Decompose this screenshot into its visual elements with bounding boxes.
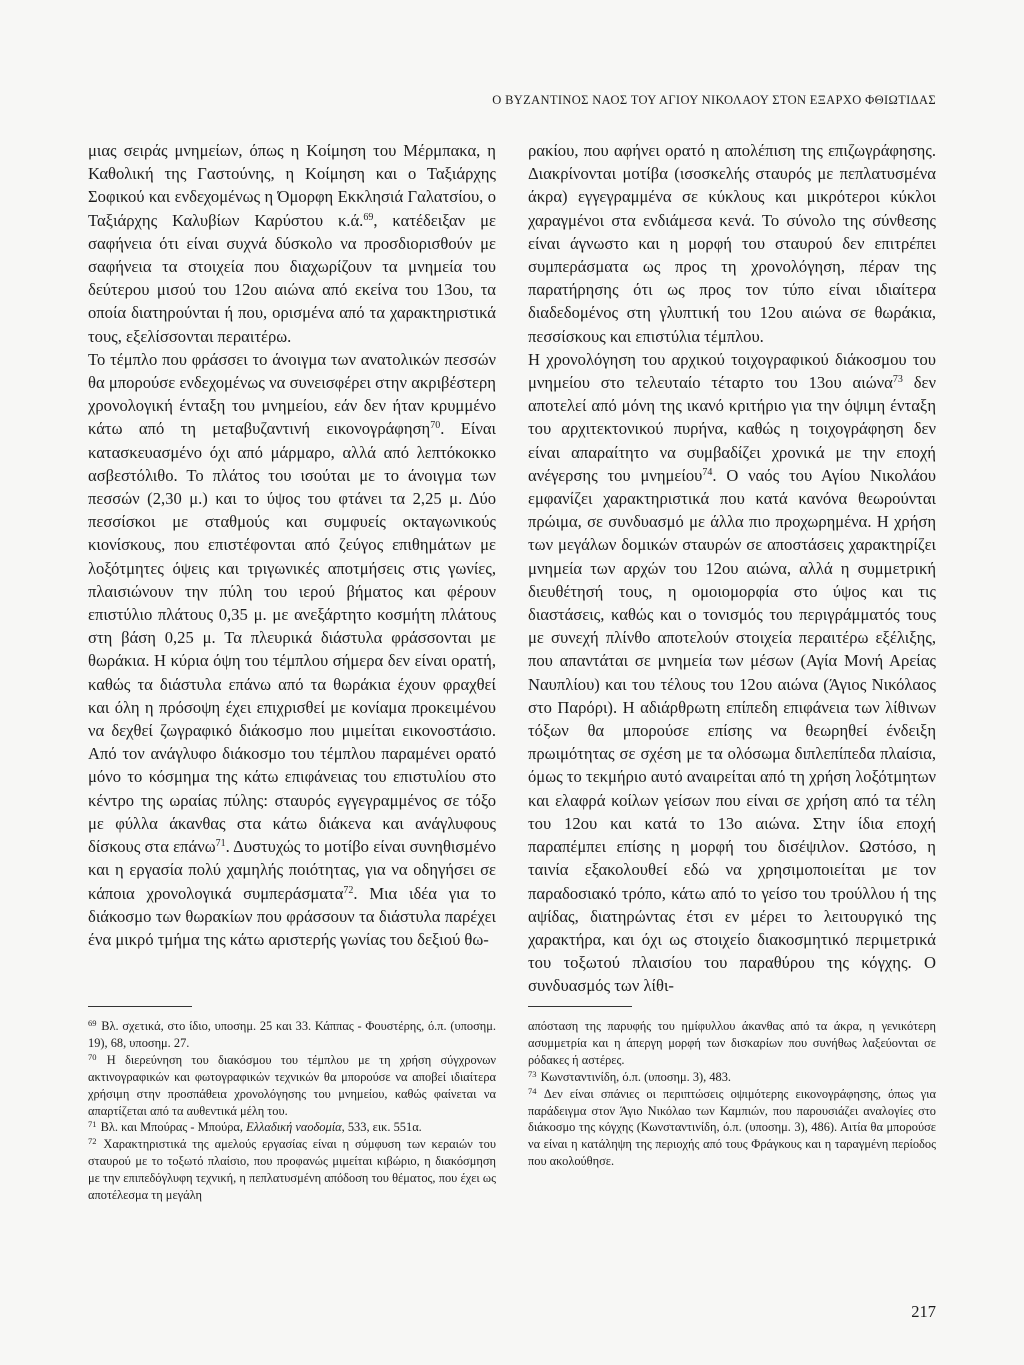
- footnote-ref-74[interactable]: 74: [702, 466, 713, 478]
- footnote-ref-71[interactable]: 71: [215, 838, 226, 850]
- footnote-ref-73[interactable]: 73: [892, 374, 903, 386]
- paragraph: Η χρονολόγηση του αρχικού τοιχογραφικού διάκοσμου του μνημείου στο τελευταίο τέταρτο του 13ου αιώνα$^{73}$ δεν αποτελεί από μόνη της ικανό κριτήριο για την όψιμη ένταξη του αρχιτεκτονικού πυρήνα, καθώς η τοιχογράφηση δεν είναι απαραίτητο να συμβαδίζει χρονικά με την εποχή ανέγερσης του μνημείου$^{74}$. Ο ναός του Αγίου Νικολάου εμφανίζει χαρακτηριστικά που κατά κανόνα θεωρούνται πρώιμα, σε συνδυασμό με άλλα πιο προχωρημένα. Η χρήση των μεγάλων δομικών σταυρών σε αποστάσεις χαρακτηρίζει μνημεία των αρχών του 12ου αιώνα, αλλά η συμμετρική διευθέτησή τους, η ομοιομορφία στο ύψος και τις διαστάσεις, καθώς και ο τονισμός του περιγράμματός τους με συνεχή πλίνθο αποτελούν στοιχεία περαιτέρω εξέλιξης, που απαντάται σε μνημεία των μέσων (Αγία Μονή Αρείας Ναυπλίου) και του τέλους του 12ου αιώνα (Άγιος Νικόλαος στο Παρόρι). Η αδιάρθρωτη επίπεδη επιφάνεια των λίθινων τόξων θα μπορούσε επίσης να θεωρηθεί ένδειξη πρωιμότητας σε σχέση με τα ολόσωμα διπλεπίπεδα πλαίσια, όμως το τεκμήριο αυτό αναιρείται από τη χρήση λοξότμητων και ελαφρά κοίλων γείσων που είναι σε χρήση από τα τέλη του 12ου και κατά το 13ο αιώνα. Στην ίδια εποχή παραπέμπει επίσης η μορφή του δισέψιλον. Ωστόσο, η ταινία εξακολουθεί εδώ να χρησιμοποιείται με τον παραδοσιακό τρόπο, κάτω από το γείσο του τρούλλου ή της αψίδας, διατηρώντας έτσι εν μέρει το λειτουργικό της χαρακτήρα, και όχι ως στοιχείο διακοσμητικό περιμετρικά του τοξωτού πλαισίου του παραθύρου της κόγχης. Ο συνδυασμός των λίθι-: [528, 349, 936, 996]
- footnote-divider: [88, 1006, 192, 1007]
- body-column-right: [528, 139, 936, 998]
- footnote-ref-72[interactable]: 72: [343, 884, 354, 896]
- footnote-72-continuation: απόσταση της παρυφής του ημίφυλλου άκανθας από τα άκρα, η γενικότερη ασυμμετρία και η άπεργη μορφή των δισκαρίων που συνήθως λαξεύονται σε ρόδακες ή αστέρες.: [528, 1019, 936, 1067]
- footnote-70: $^{70}$ Η διερεύνηση του διακόσμου του τέμπλου με τη χρήση σύγχρονων ακτινογραφικών και φωτογραφικών τεχνικών θα μπορούσε να αποβεί ιδιαίτερα χρήσιμη στην προσπάθεια χρονολόγησης του μνημείου, καθώς φαίνεται να απαρτίζεται από τα αυθεντικά μέλη του.: [88, 1051, 496, 1118]
- footnote-69: $^{69}$ Βλ. σχετικά, στο ίδιο, υποσημ. 25 και 33. Κάππας - Φουστέρης, ό.π. (υποσημ. 19), 68, υποσημ. 27.: [88, 1018, 496, 1050]
- footnote-divider: [528, 1006, 632, 1007]
- footnote-74: $^{74}$ Δεν είναι σπάνιες οι περιπτώσεις οψιμότερης εικονογράφησης, όπως για παράδειγμα στον Άγιο Νικόλαο των Καμπιών, που παρουσιάζει αναλογίες στο διάκοσμο της κόγχης (Κωνσταντινίδη, ό.π. (υποσημ. 3), 486). Αιτία θα μπορούσε να είναι η κατάληψη της περιοχής από τους Φράγκους και η ταραγμένη περίοδος που ακολούθησε.: [528, 1085, 936, 1169]
- footnote-73: $^{73}$ Κωνσταντινίδη, ό.π. (υποσημ. 3), 483.: [528, 1068, 732, 1084]
- footnotes-left: [88, 1018, 496, 1204]
- paragraph: ρακίου, που αφήνει ορατό η απολέπιση της επιζωγράφησης. Διακρίνονται μοτίβα (ισοσκελής σταυρός με πεπλατυσμένα άκρα) εγγεγραμμένα σε κύκλους και μικρότεροι κύκλοι χαραγμένοι στα ενδιάμεσα κενά. Το σύνολο της σύνθεσης είναι άγνωστο και η μορφή του σταυρού δεν επιτρέπει συμπεράσματα ως προς τη χρονολόγηση, πέραν της παρατήρησης ότι ως προς τον τύπο είναι ιδιαίτερα διαδεδομένος στη γλυπτική του 12ου αιώνα σε θωράκια, πεσσίσκους και επιστύλια τέμπλου.: [528, 141, 936, 346]
- footnote-71: $^{71}$ Βλ. και Μπούρας - Μπούρα, Ελλαδική ναοδομία, 533, εικ. 551α.: [88, 1119, 422, 1135]
- footnote-ref-69[interactable]: 69: [363, 211, 374, 223]
- footnotes-right: [528, 1018, 936, 1170]
- footnote-72: $^{72}$ Χαρακτηριστικά της αμελούς εργασίας είναι η σύμφυση των κεραιών του σταυρού με το τοξωτό πλαίσιο, που προφανώς μιμείται κιβώριο, η διακόσμηση με την επιπεδόγλυφη τεχνική, η πεπλατυσμένη απόδοση του θέματος, που έχει ως αποτέλεσμα τη μεγάλη: [88, 1136, 496, 1203]
- page-number: 217: [911, 1302, 936, 1321]
- footnote-ref-70[interactable]: 70: [430, 420, 441, 432]
- body-column-left: [88, 139, 496, 951]
- paragraph: μιας σειράς μνημείων, όπως η Κοίμηση του Μέρμπακα, η Καθολική της Γαστούνης, η Κοίμηση και ο Ταξιάρχης Σοφικού και ενδεχομένως η Όμορφη Εκκλησιά Γαλατσίου, ο Ταξιάρχης Καλυβίων Καρύστου κ.ά.$^{69}$, κατέδειξαν με σαφήνεια ότι είναι συχνά δύσκολο να προσδιορισθούν με σαφήνεια τα στοιχεία που διαχωρίζουν τα μνημεία του δεύτερου μισού του 12ου αιώνα από εκείνα του 13ου, τα οποία διατηρούνται ή που, ορισμένα από τα χαρακτηριστικά τους, εξελίσσονται περαιτέρω.: [88, 141, 496, 346]
- paragraph: Το τέμπλο που φράσσει το άνοιγμα των ανατολικών πεσσών θα μπορούσε ενδεχομένως να συνεισφέρει στην ακριβέστερη χρονολογική ένταξη του μνημείου, εάν δεν ήταν κρυμμένο κάτω από τη μεταβυζαντινή εικονογράφηση$^{70}$. Είναι κατασκευασμένο όχι από μάρμαρο, αλλά από λεπτόκοκκο ασβεστόλιθο. Το πλάτος του ισούται με το άνοιγμα των πεσσών (2,30 μ.) και το ύψος του φτάνει τα 2,25 μ. Δύο πεσσίσκοι με σταθμούς και συμφυείς οκταγωνικούς κιονίσκους, που επιστέφονται από ζεύγος επιθημάτων με λοξότμητες όψεις και τριγωνικές αποτμήσεις στις γωνίες, πλαισιώνουν την πύλη του ιερού βήματος και φέρουν επιστύλιο πλάτους 0,35 μ. με ανεξάρτητο κοσμήτη πλάτους στη βάση 0,25 μ. Τα πλευρικά διάστυλα φράσσονται με θωράκια. Η κύρια όψη του τέμπλου σήμερα δεν είναι ορατή, καθώς τα διάστυλα επάνω από τα θωράκια έχουν φραχθεί και όλη η πρόσοψη έχει επιχρισθεί με κονίαμα προκειμένου να δεχθεί ζωγραφικό διάκοσμο που μιμείται εικονοστάσιο. Από τον ανάγλυφο διάκοσμο του τέμπλου παραμένει ορατό μόνο το κόσμημα της κάτω επιφάνειας του επιστυλίου στο κέντρο της ωραίας πύλης: σταυρός εγγεγραμμένος σε τόξο με φύλλα άκανθας στα κάτω διάκενα και ανάγλυφους δίσκους στα επάνω$^{71}$. Δυστυχώς το μοτίβο είναι συνηθισμένο και η εργασία πολύ χαμηλής ποιότητας, για να οδηγήσει σε κάποια χρονολογικά συμπεράσματα$^{72}$. Μια ιδέα για το διάκοσμο των θωρακίων που φράσσουν τα διάστυλα παρέχει ένα μικρό τμήμα της κάτω αριστερής γωνίας του δεξιού θω-: [88, 349, 496, 949]
- running-head: Ο ΒΥΖΑΝΤΙΝΟΣ ΝΑΟΣ ΤΟΥ ΑΓΙΟΥ ΝΙΚΟΛΑΟΥ ΣΤΟΝ ΕΞΑΡΧΟ ΦΘΙΩΤΙΔΑΣ: [492, 93, 936, 107]
